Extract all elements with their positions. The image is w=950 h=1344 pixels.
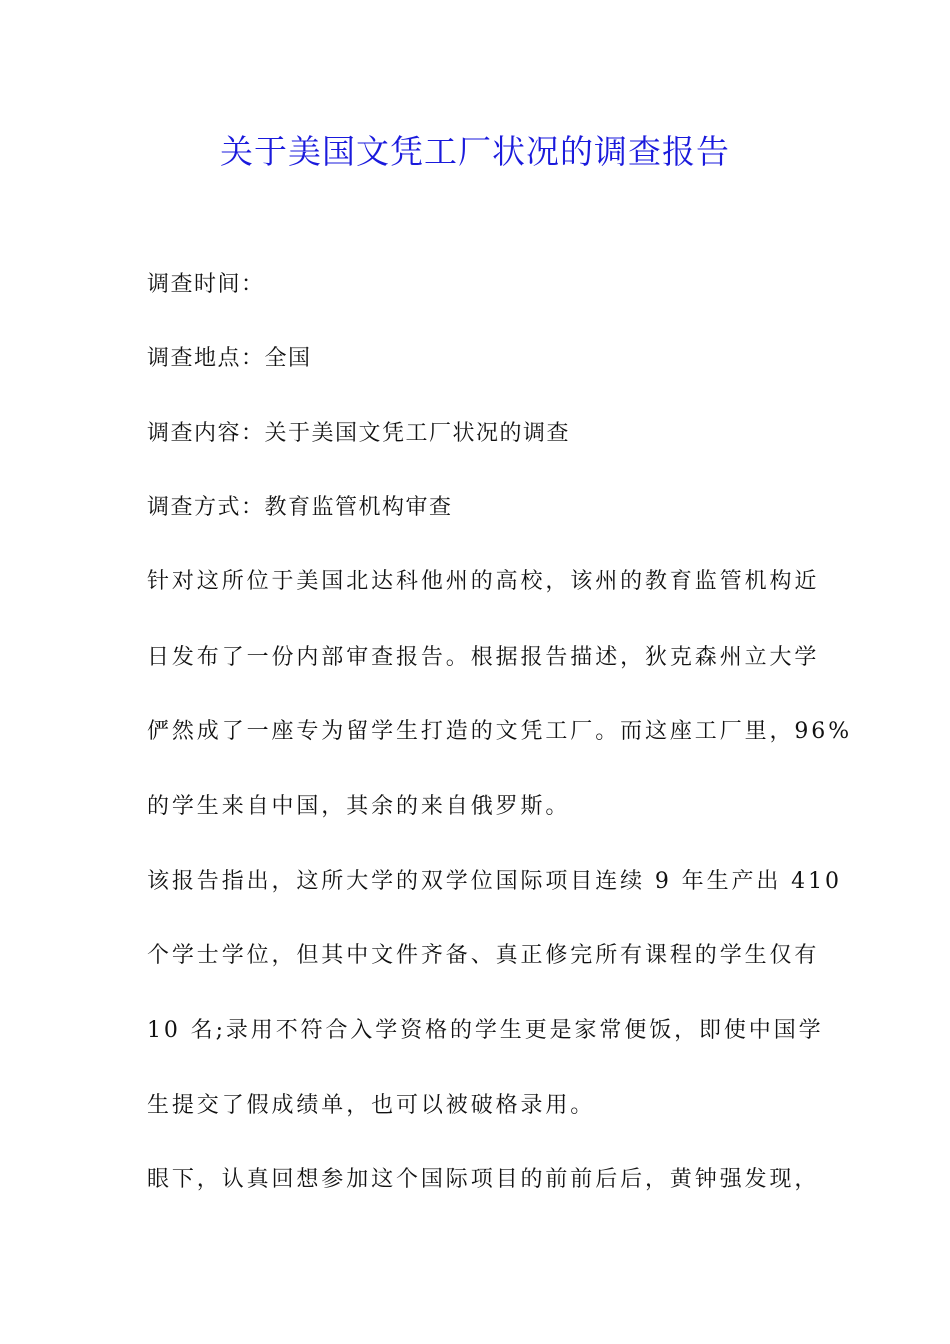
paragraph-1-line-3: 俨然成了一座专为留学生打造的文凭工厂。而这座工厂里，96% bbox=[147, 719, 853, 744]
paragraph-3-line-1: 眼下，认真回想参加这个国际项目的前前后后，黄钟强发现， bbox=[147, 1167, 820, 1192]
paragraph-2-line-2: 个学士学位，但其中文件齐备、真正修完所有课程的学生仅有 bbox=[147, 943, 820, 968]
paragraph-2-line-1: 该报告指出，这所大学的双学位国际项目连续 9 年生产出 410 bbox=[147, 869, 842, 894]
paragraph-1-line-1: 针对这所位于美国北达科他州的高校，该州的教育监管机构近 bbox=[147, 569, 820, 594]
paragraph-1-line-2: 日发布了一份内部审查报告。根据报告描述，狄克森州立大学 bbox=[147, 645, 820, 670]
paragraph-1-line-4: 的学生来自中国，其余的来自俄罗斯。 bbox=[147, 794, 571, 819]
survey-time-line: 调查时间： bbox=[147, 272, 265, 297]
survey-method-line: 调查方式：教育监管机构审查 bbox=[147, 495, 453, 520]
paragraph-2-line-4: 生提交了假成绩单，也可以被破格录用。 bbox=[147, 1093, 596, 1118]
paragraph-2-line-3: 10 名;录用不符合入学资格的学生更是家常便饭，即使中国学 bbox=[147, 1018, 824, 1043]
survey-content-line: 调查内容：关于美国文凭工厂状况的调查 bbox=[147, 421, 571, 446]
survey-location-line: 调查地点：全国 bbox=[147, 346, 312, 371]
document-title: 关于美国文凭工厂状况的调查报告 bbox=[220, 132, 730, 171]
